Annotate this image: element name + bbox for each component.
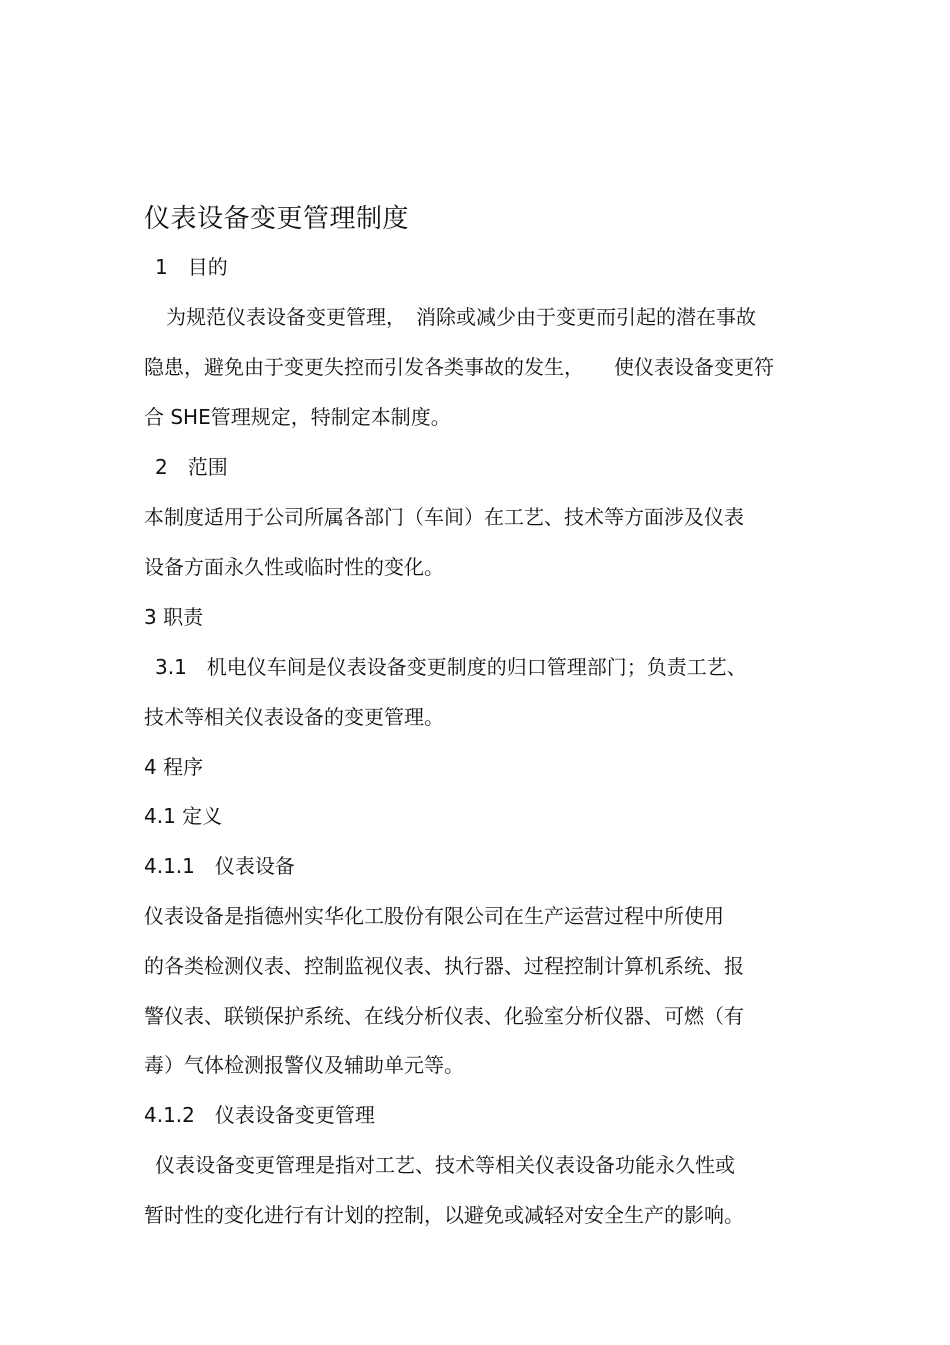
paragraph-line: 毒）气体检测报警仪及辅助单元等。	[144, 1053, 464, 1077]
paragraph-line: 的各类检测仪表、控制监视仪表、执行器、过程控制计算机系统、报	[144, 954, 744, 978]
paragraph-line: 警仪表、联锁保护系统、在线分析仪表、化验室分析仪器、可燃（有	[144, 1004, 744, 1028]
document-title: 仪表设备变更管理制度	[144, 204, 410, 234]
paragraph-line: 合 SHE管理规定，特制定本制度。	[144, 405, 451, 429]
paragraph-line: 暂时性的变化进行有计划的控制，以避免或减轻对安全生产的影响。	[144, 1203, 744, 1227]
section-heading-procedure: 4 程序	[144, 755, 204, 779]
paragraph-line: 仪表设备是指德州实华化工股份有限公司在生产运营过程中所使用	[144, 904, 724, 928]
section-heading-purpose: 1 目的	[155, 255, 228, 279]
paragraph-line: 设备方面永久性或临时性的变化。	[144, 555, 444, 579]
subsection-heading-instrument-equipment: 4.1.1 仪表设备	[144, 854, 295, 878]
paragraph-line: 3.1 机电仪车间是仪表设备变更制度的归口管理部门；负责工艺、	[155, 655, 747, 679]
paragraph-line: 技术等相关仪表设备的变更管理。	[144, 705, 444, 729]
paragraph-line: 隐患，避免由于变更失控而引发各类事故的发生， 使仪表设备变更符	[144, 355, 774, 379]
paragraph-line: 仪表设备变更管理是指对工艺、技术等相关仪表设备功能永久性或	[155, 1153, 735, 1177]
paragraph-line: 为规范仪表设备变更管理， 消除或减少由于变更而引起的潜在事故	[166, 305, 756, 329]
section-heading-scope: 2 范围	[155, 455, 228, 479]
subsection-heading-change-management: 4.1.2 仪表设备变更管理	[144, 1103, 375, 1127]
paragraph-line: 本制度适用于公司所属各部门（车间）在工艺、技术等方面涉及仪表	[144, 505, 744, 529]
subsection-heading-definition: 4.1 定义	[144, 804, 223, 828]
section-heading-responsibility: 3 职责	[144, 605, 204, 629]
